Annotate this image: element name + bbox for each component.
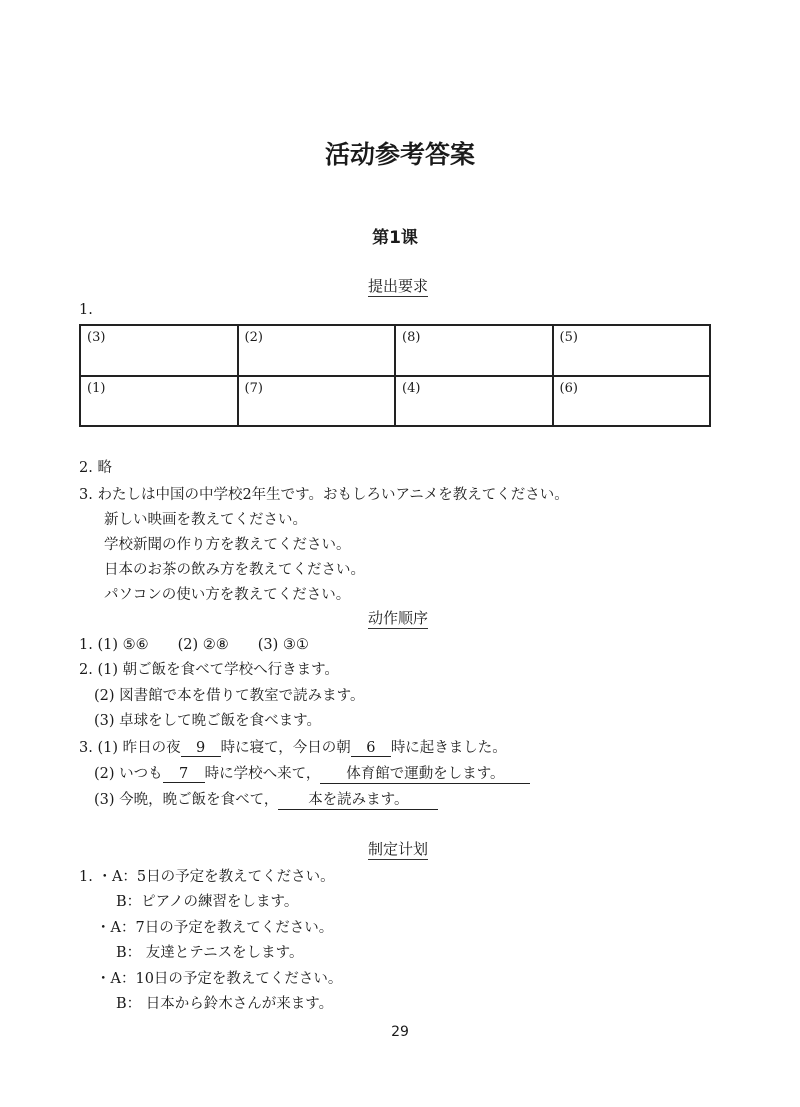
table-cell: (3)	[80, 325, 238, 376]
question-1-label: 1.	[79, 302, 93, 318]
answer-table	[79, 324, 711, 427]
fill-blank: 体育館で運動をします。	[320, 762, 530, 784]
table-cell: (2)	[238, 325, 396, 376]
page-number: 29	[391, 1024, 409, 1040]
question-3-line: 新しい映画を教えてください。	[104, 512, 307, 528]
question-3-line: 学校新聞の作り方を教えてください。	[104, 537, 351, 553]
section-heading-requests: 提出要求	[367, 277, 428, 295]
plan-line: B： 友達とテニスをします。	[116, 945, 304, 961]
table-cell: (8)	[395, 325, 553, 376]
question-2-answer: 2. 略	[79, 460, 112, 476]
question-3-line: パソコンの使い方を教えてください。	[104, 587, 351, 603]
table-cell: (5)	[553, 325, 711, 376]
action-order-q3-line-2: (2) いつも 7 時に学校へ来て， 体育館で運動をします。	[94, 762, 530, 784]
action-order-q2-line: (3) 卓球をして晩ご飯を食べます。	[94, 713, 321, 729]
page-title: 活动参考答案	[324, 140, 475, 169]
plan-line: ・A：10日の予定を教えてください。	[96, 971, 343, 987]
question-3-line: 日本のお茶の飲み方を教えてください。	[104, 562, 365, 578]
table-row	[80, 376, 710, 427]
action-order-q2-line: 2. (1) 朝ご飯を食べて学校へ行きます。	[79, 662, 339, 678]
action-order-q2-line: (2) 図書館で本を借りて教室で読みます。	[94, 688, 365, 704]
table-cell: (6)	[553, 376, 711, 427]
fill-blank: 7	[163, 766, 205, 783]
plan-line: B： 日本から鈴木さんが来ます。	[116, 996, 334, 1012]
fill-blank: 本を読みます。	[278, 788, 438, 810]
section-heading-plans: 制定计划	[367, 840, 428, 858]
plan-line: ・A：7日の予定を教えてください。	[96, 920, 334, 936]
lesson-heading: 第1课	[372, 228, 418, 248]
action-order-q3-line-1: 3. (1) 昨日の夜 9 時に寝て，今日の朝 6 時に起きました。	[79, 740, 507, 756]
fill-blank: 9	[181, 740, 221, 757]
action-order-q3-line-3: (3) 今晩，晩ご飯を食べて， 本を読みます。	[94, 788, 438, 810]
fill-blank: 6	[351, 740, 391, 757]
plan-line: B：ピアノの練習をします。	[116, 894, 299, 910]
question-3-line: 3. わたしは中国の中学校2年生です。おもしろいアニメを教えてください。	[79, 487, 569, 503]
table-cell: (4)	[395, 376, 553, 427]
table-cell: (1)	[80, 376, 238, 427]
section-heading-action-order: 动作顺序	[367, 609, 428, 627]
action-order-q1: 1. (1) ⑤⑥ (2) ②⑧ (3) ③①	[79, 637, 309, 653]
table-row	[80, 325, 710, 376]
plan-line: 1. ・A：5日の予定を教えてください。	[79, 869, 335, 885]
table-cell: (7)	[238, 376, 396, 427]
